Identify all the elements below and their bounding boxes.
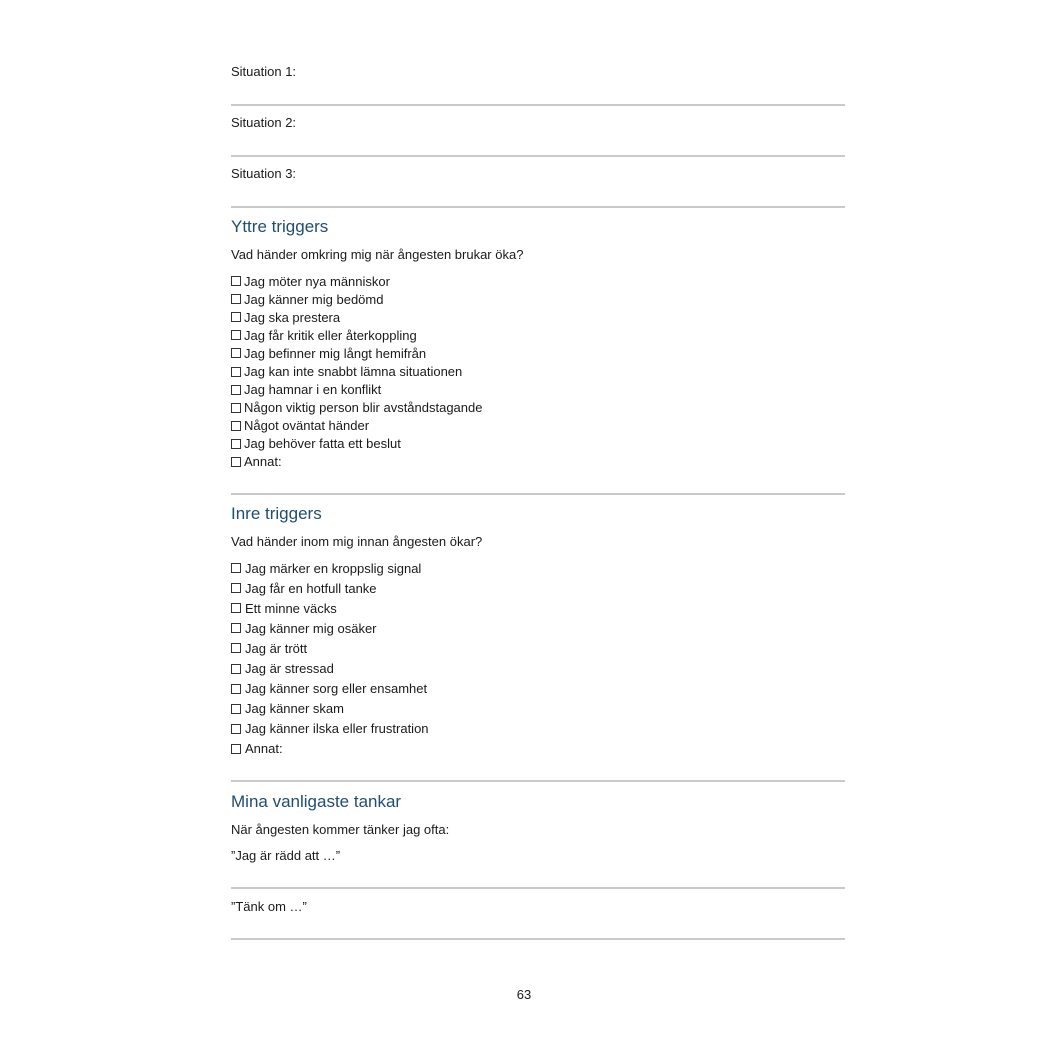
situation-label-3: Situation 3: (231, 166, 297, 181)
checklist-item[interactable]: Jag möter nya människor (231, 272, 482, 290)
checklist-item[interactable]: Jag är trött (231, 638, 429, 658)
internal-triggers-heading: Inre triggers (231, 504, 322, 523)
checklist-item[interactable]: Jag får en hotfull tanke (231, 578, 429, 598)
checklist-item[interactable]: Någon viktig person blir avståndstagande (231, 399, 482, 417)
internal-other-answer-line[interactable] (231, 780, 845, 782)
checkbox[interactable] (231, 312, 241, 322)
checkbox[interactable] (231, 664, 241, 674)
checklist-item[interactable]: Jag ska prestera (231, 308, 482, 326)
checkbox[interactable] (231, 744, 241, 754)
checkbox[interactable] (231, 294, 241, 304)
checkbox[interactable] (231, 330, 241, 340)
checkbox[interactable] (231, 348, 241, 358)
external-triggers-heading: Yttre triggers (231, 217, 329, 236)
situation-label-1: Situation 1: (231, 64, 297, 79)
checklist-item[interactable]: Jag märker en kroppslig signal (231, 558, 429, 578)
internal-triggers-checklist (231, 558, 429, 759)
checklist-item[interactable]: Jag befinner mig långt hemifrån (231, 344, 482, 362)
checkbox[interactable] (231, 643, 241, 653)
checkbox[interactable] (231, 563, 241, 573)
internal-triggers-question: Vad händer inom mig innan ångesten ökar? (231, 534, 483, 549)
thought-prompt-1: ”Jag är rädd att …” (231, 848, 341, 863)
checkbox[interactable] (231, 385, 241, 395)
checkbox[interactable] (231, 367, 241, 377)
checkbox[interactable] (231, 421, 241, 431)
checkbox[interactable] (231, 276, 241, 286)
checklist-item[interactable]: Annat: (231, 739, 429, 759)
checklist-item[interactable]: Jag kan inte snabbt lämna situationen (231, 362, 482, 380)
external-triggers-question: Vad händer omkring mig när ångesten brukar öka? (231, 247, 524, 262)
checklist-item[interactable]: Jag behöver fatta ett beslut (231, 435, 482, 453)
checklist-item[interactable]: Jag känner mig bedömd (231, 290, 482, 308)
common-thoughts-intro: När ångesten kommer tänker jag ofta: (231, 822, 450, 837)
checkbox[interactable] (231, 583, 241, 593)
page-number: 63 (516, 987, 532, 1002)
checklist-item[interactable]: Jag känner ilska eller frustration (231, 719, 429, 739)
checkbox[interactable] (231, 684, 241, 694)
checkbox[interactable] (231, 603, 241, 613)
thought-1-answer-line[interactable] (231, 887, 845, 889)
checklist-item[interactable]: Något oväntat händer (231, 417, 482, 435)
checkbox[interactable] (231, 439, 241, 449)
thought-prompt-2: ”Tänk om …” (231, 899, 307, 914)
checkbox[interactable] (231, 403, 241, 413)
common-thoughts-heading: Mina vanligaste tankar (231, 792, 402, 811)
situation-2-answer-line[interactable] (231, 155, 845, 157)
checkbox[interactable] (231, 457, 241, 467)
checklist-item[interactable]: Jag känner sorg eller ensamhet (231, 679, 429, 699)
external-other-answer-line[interactable] (231, 493, 845, 495)
thought-2-answer-line[interactable] (231, 938, 845, 940)
checklist-item[interactable]: Jag är stressad (231, 658, 429, 678)
checklist-item[interactable]: Annat: (231, 453, 482, 471)
checklist-item[interactable]: Jag hamnar i en konflikt (231, 381, 482, 399)
checklist-item[interactable]: Jag får kritik eller återkoppling (231, 326, 482, 344)
external-triggers-checklist (231, 272, 482, 471)
situation-1-answer-line[interactable] (231, 104, 845, 106)
checklist-item[interactable]: Ett minne väcks (231, 598, 429, 618)
situation-label-2: Situation 2: (231, 115, 297, 130)
checklist-item[interactable]: Jag känner mig osäker (231, 618, 429, 638)
checkbox[interactable] (231, 704, 241, 714)
checklist-item[interactable]: Jag känner skam (231, 699, 429, 719)
checkbox[interactable] (231, 623, 241, 633)
situation-3-answer-line[interactable] (231, 206, 845, 208)
checkbox[interactable] (231, 724, 241, 734)
